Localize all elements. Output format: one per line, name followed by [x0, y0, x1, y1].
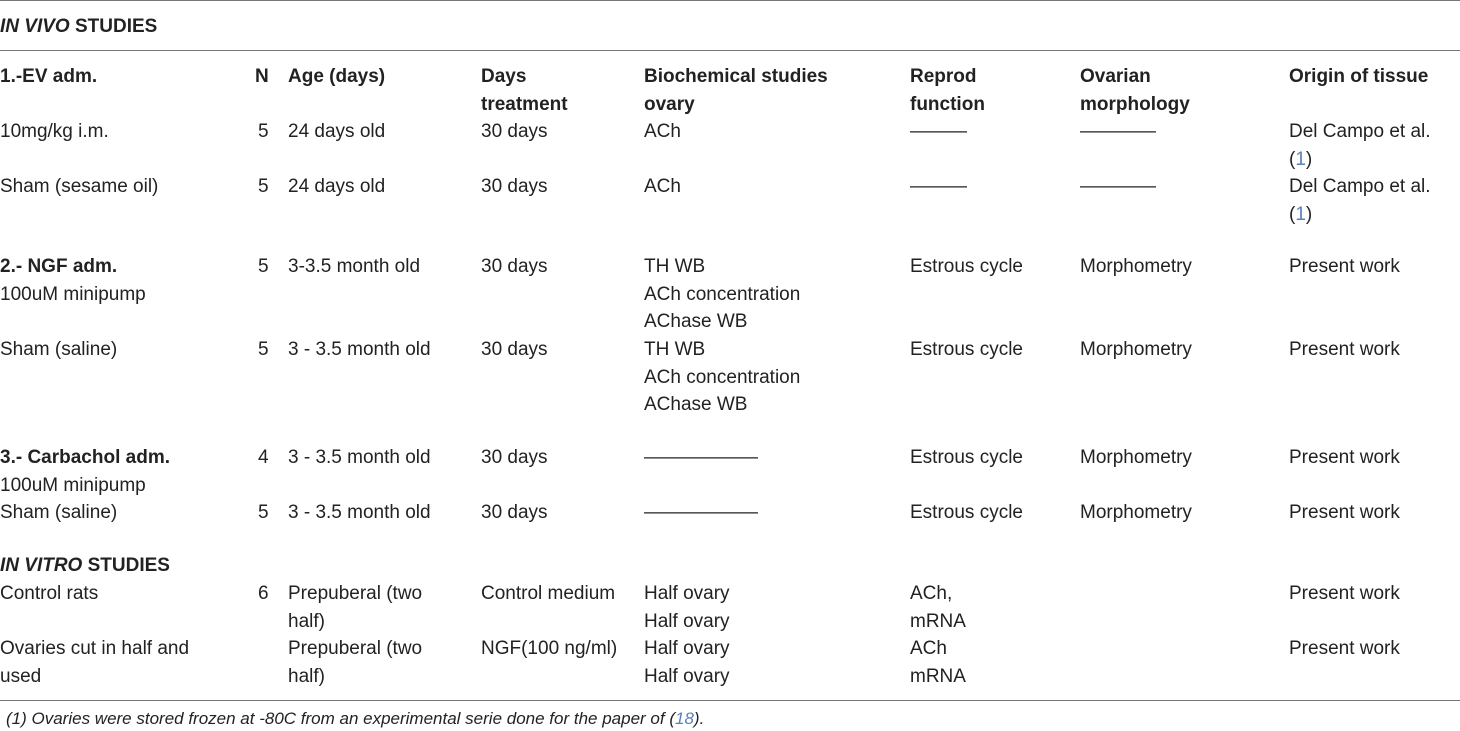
table-row-8-reprod-line1: ACh: [910, 638, 947, 659]
table-row-4-age: 3 - 3.5 month old: [288, 339, 431, 360]
table-row-8-age: [288, 635, 422, 690]
table-row-1-origin-ref: [1289, 146, 1431, 174]
paren-open: (: [1289, 148, 1296, 170]
table-row-3-bio: [644, 253, 800, 336]
section-in-vitro-title: [0, 552, 170, 580]
header-days-line1: Days: [481, 66, 527, 87]
header-reprod: [910, 63, 985, 118]
table-row-4-reprod: Estrous cycle: [910, 339, 1023, 360]
table-row-3-bio-line1: TH WB: [644, 256, 706, 277]
section-in-vivo-title: [0, 13, 157, 41]
table-row-2-origin-line1: Del Campo et al.: [1289, 176, 1431, 197]
table-row-1-origin: [1289, 118, 1431, 173]
table-row-6-reprod: Estrous cycle: [910, 502, 1023, 523]
table-bottom-rule: [0, 700, 1460, 701]
table-row-7-reprod-line1: ACh,: [910, 583, 953, 604]
table-row-2-ovarian: ————: [1080, 176, 1156, 197]
header-reprod-line1: Reprod: [910, 66, 977, 87]
ref-link-1[interactable]: 1: [1295, 148, 1306, 170]
section-in-vitro-rest: STUDIES: [82, 555, 170, 576]
header-origin: Origin of tissue: [1289, 66, 1429, 87]
table-row-5-reprod: Estrous cycle: [910, 447, 1023, 468]
table-top-rule: [0, 0, 1460, 1]
table-row-6-age: 3 - 3.5 month old: [288, 502, 431, 523]
footnote-prefix: (1) Ovaries were stored frozen at -80C from an experimental serie done for the paper of (: [6, 709, 675, 728]
table-row-6-days: 30 days: [481, 502, 548, 523]
table-row-8-group-line2: used: [0, 665, 42, 687]
header-ovarian: [1080, 63, 1190, 118]
table-row-7-reprod-line2: mRNA: [910, 610, 966, 632]
table-row-3-origin: Present work: [1289, 256, 1400, 277]
table-row-1-days: 30 days: [481, 121, 548, 142]
table-row-1-origin-line1: Del Campo et al.: [1289, 121, 1431, 142]
header-biochemical: [644, 63, 828, 118]
table-row-5-age: 3 - 3.5 month old: [288, 447, 431, 468]
table-row-6-origin: Present work: [1289, 502, 1400, 523]
section-in-vitro-italic: IN VITRO: [0, 555, 83, 576]
table-row-3-group: [0, 253, 146, 308]
header-days-line2: treatment: [481, 93, 568, 115]
table-row-2-days: 30 days: [481, 176, 548, 197]
section-in-vivo-italic: IN VIVO: [0, 16, 70, 37]
table-row-7-age-line2: half): [288, 610, 325, 632]
table-row-1-bio: ACh: [644, 121, 681, 142]
table-row-7-age-line1: Prepuberal (two: [288, 583, 423, 604]
table-row-4-origin: Present work: [1289, 339, 1400, 360]
table-row-8-age-line1: Prepuberal (two: [288, 638, 423, 659]
header-n: N: [255, 66, 269, 87]
table-row-5-days: 30 days: [481, 447, 548, 468]
paren-close: ): [1305, 148, 1313, 170]
table-row-8-group: [0, 635, 189, 690]
table-row-7-bio-line2: Half ovary: [644, 610, 730, 632]
table-row-3-ovarian: Morphometry: [1080, 256, 1192, 277]
footnote-ref-link[interactable]: 18: [674, 709, 694, 728]
table-row-4-n: 5: [258, 339, 269, 360]
table-footnote: [6, 707, 704, 731]
table-row-8-reprod-line2: mRNA: [910, 665, 966, 687]
table-row-1-reprod: ———: [910, 121, 967, 142]
table-row-5-group-title: 3.- Carbachol adm.: [0, 447, 170, 468]
table-row-7-reprod: [910, 580, 966, 635]
header-bio-line1: Biochemical studies: [644, 66, 828, 87]
table-row-8-days: NGF(100 ng/ml): [481, 638, 618, 659]
table-row-3-reprod: Estrous cycle: [910, 256, 1023, 277]
table-row-5-origin: Present work: [1289, 447, 1400, 468]
header-reprod-line2: function: [910, 93, 985, 115]
table-row-2-bio: ACh: [644, 176, 681, 197]
table-row-8-reprod: [910, 635, 966, 690]
header-age: Age (days): [288, 66, 386, 87]
table-row-2-age: 24 days old: [288, 176, 386, 197]
table-row-2-n: 5: [258, 176, 269, 197]
header-ovarian-line2: morphology: [1080, 93, 1190, 115]
table-row-5-group-sub: 100uM minipump: [0, 474, 146, 496]
table-row-2-group: Sham (sesame oil): [0, 176, 159, 197]
table-row-8-origin: Present work: [1289, 638, 1400, 659]
table-row-8-bio-line2: Half ovary: [644, 665, 730, 687]
table-row-3-bio-line2: ACh concentration: [644, 283, 801, 305]
table-row-2-reprod: ———: [910, 176, 967, 197]
table-row-5-n: 4: [258, 447, 269, 468]
table-row-4-group: Sham (saline): [0, 339, 118, 360]
header-bio-line2: ovary: [644, 93, 695, 115]
table-row-3-days: 30 days: [481, 256, 548, 277]
table-row-7-n: 6: [258, 583, 269, 604]
table-row-5-bio: ——————: [644, 447, 758, 468]
table-row-4-bio-line1: TH WB: [644, 339, 706, 360]
table-row-4-ovarian: Morphometry: [1080, 339, 1192, 360]
table-row-6-group: Sham (saline): [0, 502, 118, 523]
footnote-suffix: ).: [693, 709, 705, 728]
table-row-7-group: Control rats: [0, 583, 99, 604]
table-row-2-origin: [1289, 173, 1431, 228]
table-row-1-group: 10mg/kg i.m.: [0, 121, 109, 142]
paren-open: (: [1289, 203, 1296, 225]
table-row-5-group: [0, 444, 170, 499]
table-row-3-age: 3-3.5 month old: [288, 256, 421, 277]
table-row-8-group-line1: Ovaries cut in half and: [0, 638, 190, 659]
ref-link-1[interactable]: 1: [1295, 203, 1306, 225]
table-row-4-days: 30 days: [481, 339, 548, 360]
table-row-8-bio-line1: Half ovary: [644, 638, 730, 659]
table-row-6-ovarian: Morphometry: [1080, 502, 1192, 523]
table-row-3-bio-line3: AChase WB: [644, 311, 748, 332]
table-row-1-age: 24 days old: [288, 121, 386, 142]
table-row-7-days: Control medium: [481, 583, 616, 604]
table-row-7-origin: Present work: [1289, 583, 1400, 604]
section-divider-rule: [0, 50, 1460, 51]
table-row-6-bio: ——————: [644, 502, 758, 523]
table-row-3-group-title: 2.- NGF adm.: [0, 256, 118, 277]
table-row-8-bio: [644, 635, 730, 690]
table-row-4-bio: [644, 336, 800, 419]
table-row-1-ovarian: ————: [1080, 121, 1156, 142]
table-row-3-group-sub: 100uM minipump: [0, 283, 146, 305]
header-days: [481, 63, 568, 118]
table-row-2-origin-ref: [1289, 201, 1431, 229]
table-row-5-ovarian: Morphometry: [1080, 447, 1192, 468]
table-row-7-bio-line1: Half ovary: [644, 583, 730, 604]
table-row-7-age: [288, 580, 422, 635]
table-row-6-n: 5: [258, 502, 269, 523]
table-row-4-bio-line3: AChase WB: [644, 394, 748, 415]
section-in-vivo-rest: STUDIES: [69, 16, 158, 37]
table-row-3-n: 5: [258, 256, 269, 277]
header-group: 1.-EV adm.: [0, 66, 98, 87]
table-row-4-bio-line2: ACh concentration: [644, 366, 801, 388]
header-ovarian-line1: Ovarian: [1080, 66, 1151, 87]
table-row-8-age-line2: half): [288, 665, 325, 687]
paren-close: ): [1305, 203, 1313, 225]
table-row-1-n: 5: [258, 121, 269, 142]
table-row-7-bio: [644, 580, 730, 635]
